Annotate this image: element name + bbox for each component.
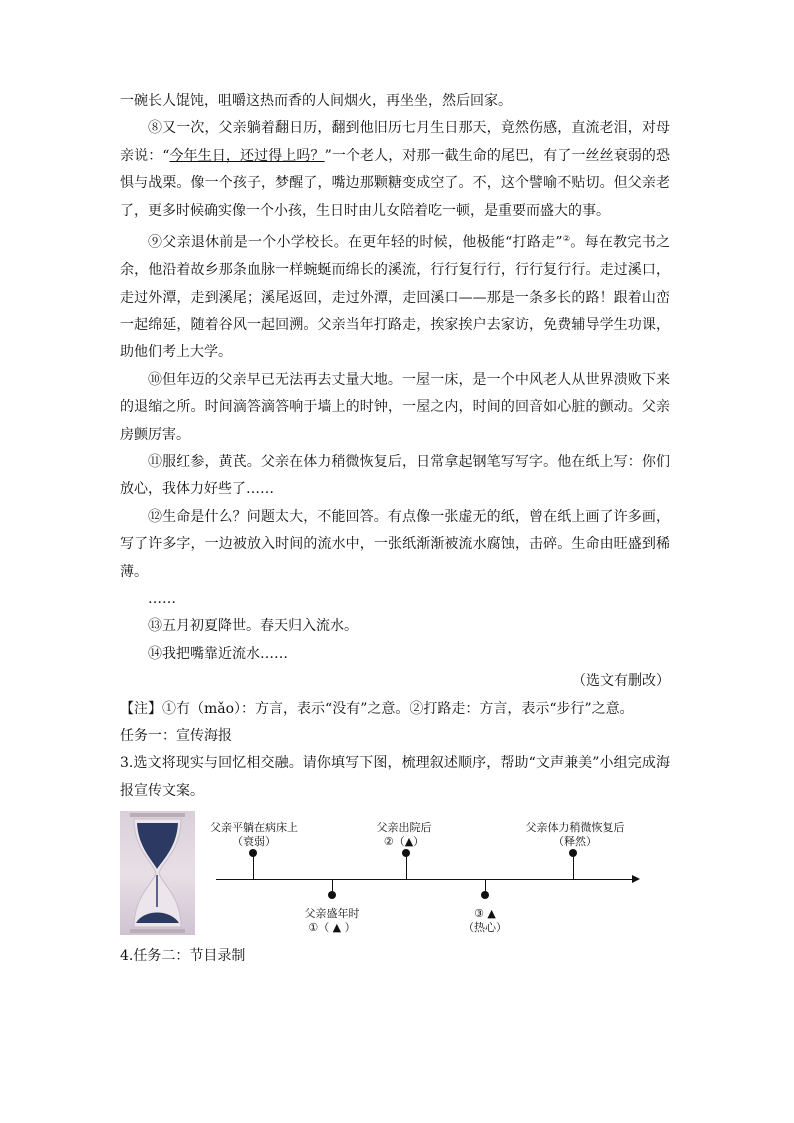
timeline-stem [253, 857, 254, 879]
question-4: 4.任务二：节目录制 [120, 948, 246, 965]
paragraph-9: ⑨父亲退休前是一个小学校长。在更年轻的时候，他极能“打路走”②。每在教完书之余，他沿着故乡那条血脉一样蜿蜒而绵长的溪流，行行复行行，行行复行行。走过溪口，走过外潭，走到溪尾；溪尾返回，走过外潭，走回溪口——那是一条多长的路！跟着山峦一起绵延，随着谷风一起回溯。父亲当年打路走，挨家挨户去家访，免费辅导学生功课，助他们考上大学。 [120, 234, 670, 361]
arrow-head-icon [632, 875, 640, 883]
footnote: 【注】①冇（mǎo）：方言，表示“没有”之意。②打路走：方言，表示“步行”之意。 [120, 700, 634, 717]
footnote-marker: ② [562, 234, 571, 244]
timeline-stem [406, 857, 407, 879]
timeline-bottom-label-2: ③ ▲ （热心） [463, 907, 507, 935]
question-3: 3.选文将现实与回忆相交融。请你填写下图，梳理叙述顺序，帮助“文声兼美”小组完成海报宣传文案。 [120, 755, 670, 799]
timeline-top-label-3: 父亲体力稍微恢复后 （释然） [525, 821, 625, 849]
task-one-title: 任务一：宣传海报 [120, 728, 232, 744]
document-page [120, 88, 670, 971]
paragraph-13: ⑬五月初夏降世。春天归入流水。 [148, 618, 358, 635]
timeline-stem [332, 879, 333, 891]
paragraph-14: ⑭我把嘴靠近流水…… [148, 645, 288, 662]
timeline-stem [485, 879, 486, 891]
hourglass-image [120, 811, 195, 935]
timeline-dot [249, 849, 257, 857]
source-note: （选文有删改） [572, 673, 670, 690]
timeline-dot [481, 891, 489, 899]
ellipsis-line: …… [148, 590, 176, 607]
paragraph-8: ⑧又一次，父亲躺着翻日历，翻到他旧历七月生日那天，竟然伤感，直流老泪，对母亲说：“今年生日，还过得上吗？”一个老人，对那一截生命的尾巴，有了一丝丝衰弱的恐惧与战栗。像一个孩子，梦醒了，嘴边那颗糖变成空了。不，这个譬喻不贴切。但父亲老了，更多时候确实像一个小孩，生日时由儿女陪着吃一顿，是重要而盛大的事。 [120, 120, 671, 219]
timeline-dot [328, 891, 336, 899]
timeline-bottom-label-1: 父亲盛年时 ①（ ▲ ） [304, 907, 360, 935]
timeline-dot [569, 849, 577, 857]
timeline-dot [402, 849, 410, 857]
paragraph-10: ⑩但年迈的父亲早已无法再去丈量大地。一屋一床，是一个中风老人从世界溃败下来的退缩之所。时间滴答滴答响于墙上的时钟，一屋之内，时间的回音如心脏的颤动。父亲房颤厉害。 [120, 371, 670, 443]
paragraph-12: ⑫生命是什么？问题太大，不能回答。有点像一张虚无的纸，曾在纸上画了许多画，写了许多字，一边被放入时间的流水中，一张纸渐渐被流水腐蚀，击碎。生命由旺盛到稀薄。 [120, 508, 670, 580]
underlined-quote: 今年生日，还过得上吗？ [169, 147, 325, 164]
timeline-top-label-2: 父亲出院后 ②（▲） [376, 821, 432, 849]
narrative-timeline [120, 811, 670, 943]
paragraph-0: 一碗长人馄饨，咀嚼这热而香的人间烟火，再坐坐，然后回家。 [120, 93, 512, 109]
timeline-axis [216, 879, 636, 880]
timeline-top-label-1: 父亲平躺在病床上 （衰弱） [210, 821, 298, 849]
paragraph-11: ⑪服红参，黄芪。父亲在体力稍微恢复后，日常拿起钢笔写写字。他在纸上写：你们放心，我体力好些了…… [120, 453, 670, 498]
timeline-stem [573, 857, 574, 879]
